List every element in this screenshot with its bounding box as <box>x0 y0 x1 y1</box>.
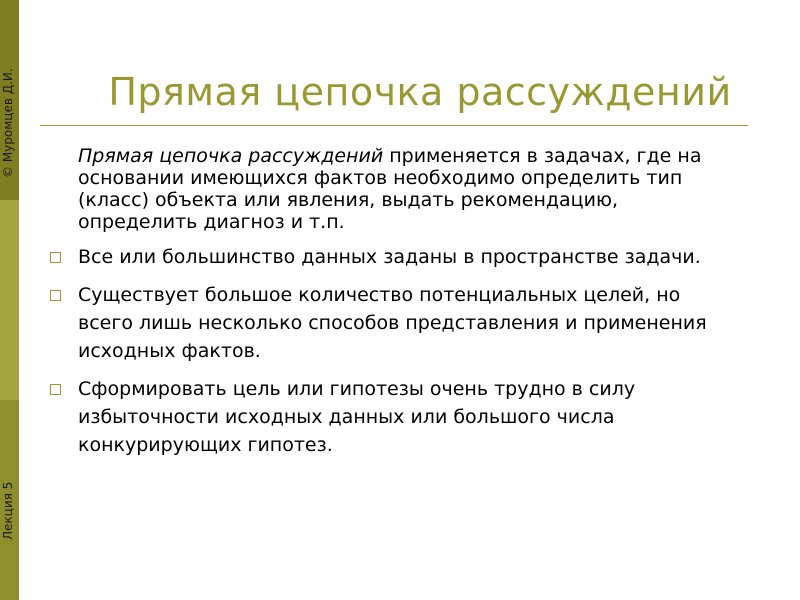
intro-paragraph <box>48 145 738 233</box>
bullet-square-icon <box>50 290 61 301</box>
bullet-text: Сформировать цель или гипотезы очень трудно в силу избыточности исходных данных или большого числа конкурирующих гипотез. <box>78 378 636 456</box>
bullet-square-icon <box>50 252 61 263</box>
bullet-item <box>48 243 738 271</box>
slide-title: Прямая цепочка рассуждений <box>108 70 732 114</box>
bullet-item <box>48 375 738 459</box>
bullet-text: Существует большое количество потенциальных целей, но всего лишь несколько способов представления и применения исходных фактов. <box>78 284 707 362</box>
intro-lead-term: Прямая цепочка рассуждений <box>78 145 384 167</box>
bullet-item <box>48 281 738 365</box>
bullet-text: Все или большинство данных заданы в пространстве задачи. <box>78 246 701 268</box>
slide-content <box>48 145 738 469</box>
bullet-square-icon <box>50 384 61 395</box>
intro-text: применяется в задачах, где на основании имеющихся фактов необходимо определить тип (класс) объекта или явления, выдать рекомендацию, определить диагноз и т.п. <box>78 145 702 233</box>
lecture-label: Лекция 5 <box>1 481 15 540</box>
author-credit: © Муромцев Д.И. <box>1 68 15 178</box>
title-divider <box>40 125 748 126</box>
sidebar-band-middle <box>0 200 19 400</box>
